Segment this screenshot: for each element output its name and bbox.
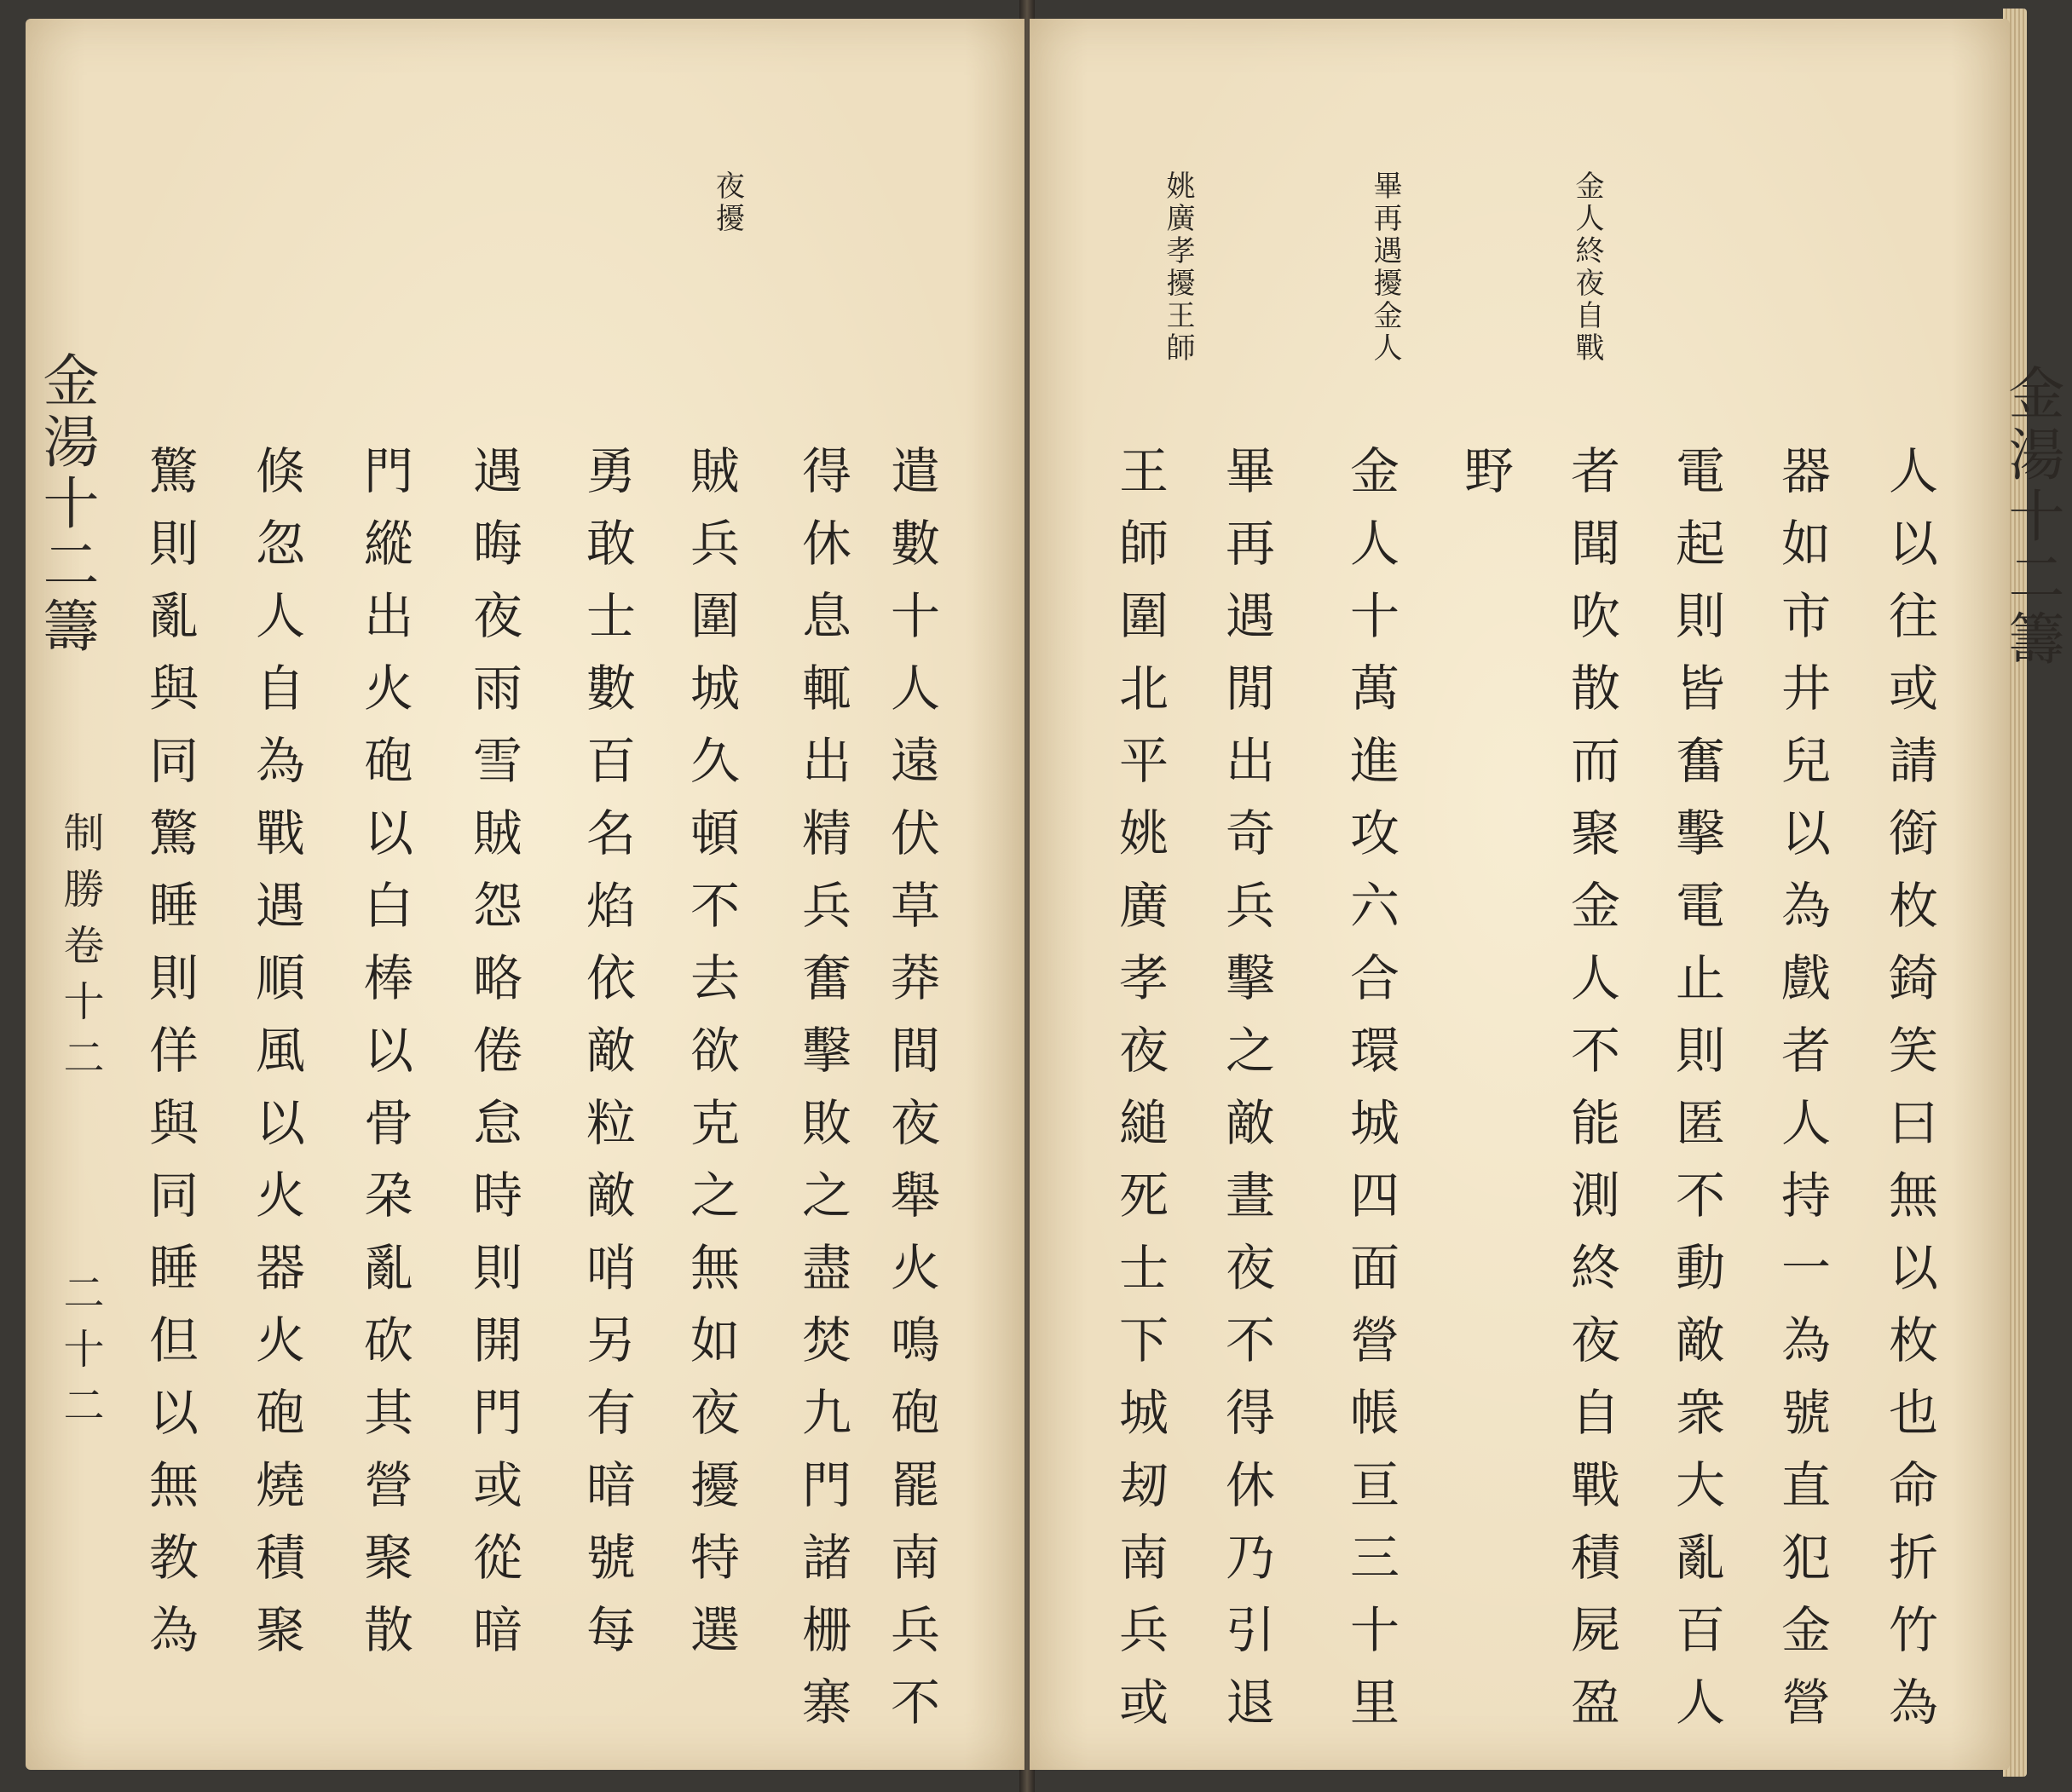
left-column-1: 遣數十人遠伏草莽間夜舉火鳴砲罷南兵不 [882,445,940,1749]
right-page-note-1: 金人終夜自戰 [1570,170,1604,365]
right-page-note-3: 姚廣孝擾王師 [1161,170,1195,365]
left-column-7: 倏忽人自為戰遇順風以火器火砲燒積聚 [247,445,305,1676]
right-page-note-2: 畢再遇擾金人 [1368,170,1402,365]
left-margin-title: 金湯十二籌 [33,351,99,658]
right-column-4: 者聞吹散而聚金人不能測終夜自戰積屍盈 [1562,445,1620,1749]
right-column-8: 王師圍北平姚廣孝夜縋死士下城刼南兵或 [1111,445,1169,1749]
right-margin-title: 金湯十二籌 [1999,364,2064,671]
left-page [26,19,1024,1770]
left-column-2: 得休息輒出精兵奮擊敗之盡焚九門諸栅寨 [794,445,851,1749]
right-page [1030,19,2064,1770]
left-column-4: 勇敢士數百名焰依敵粒敵哨另有暗號每 [578,445,636,1676]
left-column-3: 賊兵圍城久頓不去欲克之無如夜擾特選 [682,445,740,1676]
left-margin-chapter: 制勝卷十二 [56,811,104,1092]
left-column-8: 驚則亂與同驚睡則佯與同睡但以無教為 [141,445,199,1676]
left-margin-page-number: 二十二 [56,1271,104,1440]
right-column-3: 電起則皆奮擊電止則匿不動敵衆大亂百人 [1667,445,1725,1749]
left-page-note: 夜擾 [710,170,745,235]
left-column-6: 門縱出火砲以白棒以骨朶亂砍其營聚散 [355,445,413,1676]
right-column-7: 畢再遇閒出奇兵擊之敵晝夜不得休乃引退 [1217,445,1275,1749]
right-column-1: 人以往或請銜枚錡笑曰無以枚也命折竹為 [1880,445,1938,1749]
right-column-5: 野 [1456,445,1514,517]
left-column-5: 遇晦夜雨雪賊怨略倦怠時則開門或從暗 [465,445,522,1676]
right-column-6: 金人十萬進攻六合環城四面營帳亘三十里 [1342,445,1400,1749]
right-column-2: 器如市井兒以為戲者人持一為號直犯金營 [1773,445,1831,1749]
